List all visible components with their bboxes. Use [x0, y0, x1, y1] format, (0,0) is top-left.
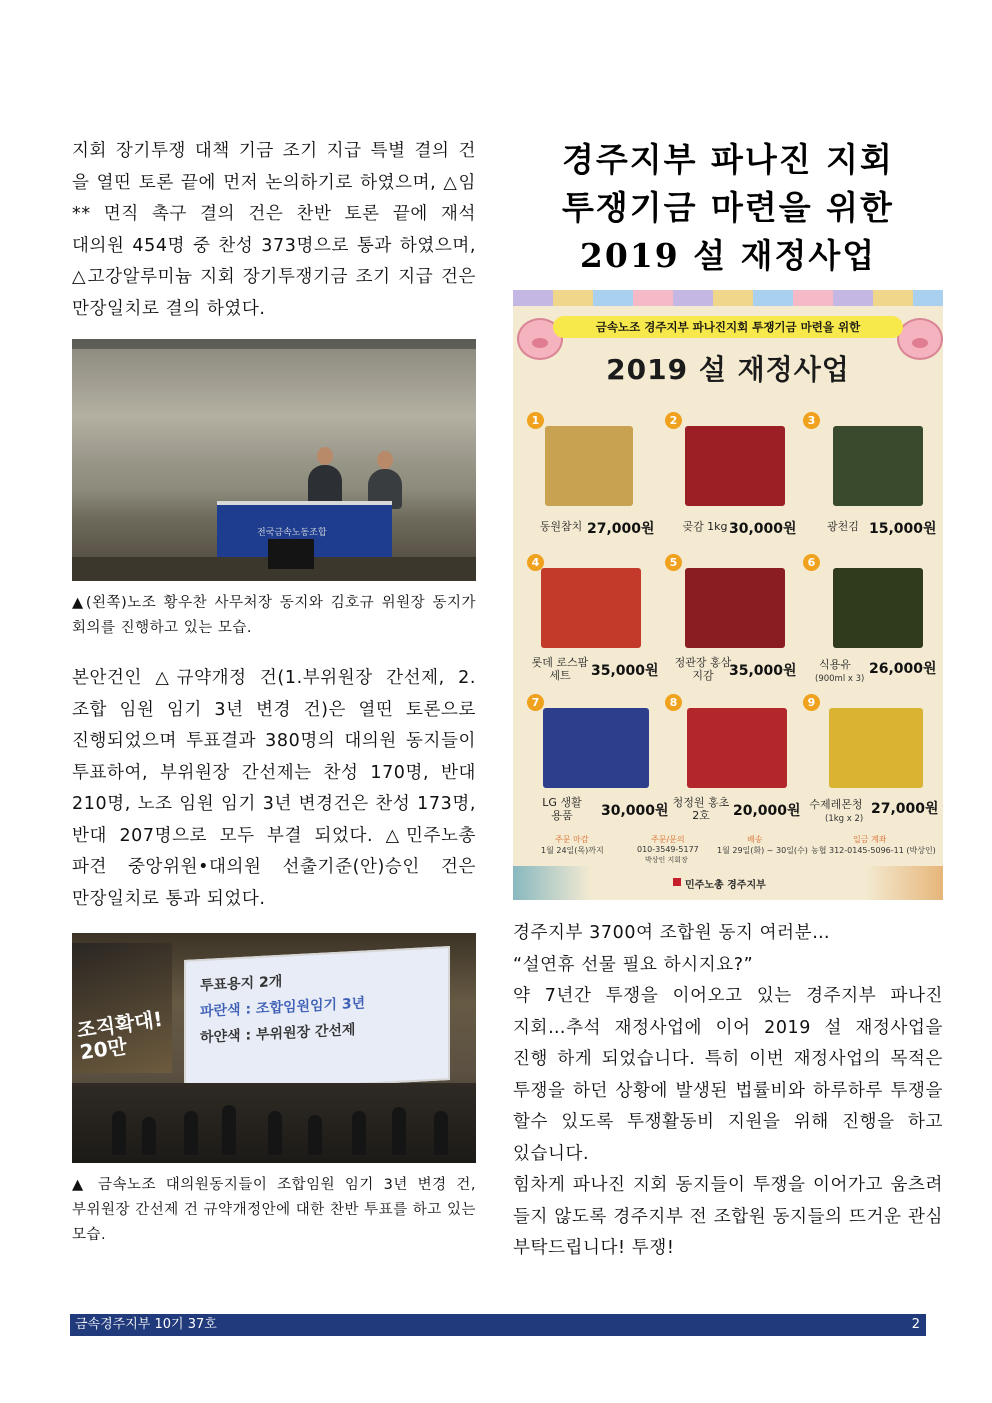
poster-footer [513, 866, 943, 900]
item-price: 30,000원 [601, 803, 669, 819]
tuna-set-image [545, 426, 633, 506]
projection-screen [184, 946, 450, 1094]
contact-sub: 박상인 지회장 [645, 856, 688, 864]
meeting-photo [72, 339, 476, 581]
voter [142, 1117, 156, 1155]
cooking-oil-set-image [833, 568, 923, 648]
item-number: 4 [527, 554, 544, 571]
red-ginseng-set-image [685, 568, 785, 648]
item-number: 9 [803, 694, 820, 711]
publication-issue: 금속경주지부 10기 37호 [75, 1317, 217, 1332]
left-column [72, 136, 476, 1248]
item-number: 5 [665, 554, 682, 571]
item-name: 수제레몬청 [809, 798, 863, 811]
item-price: 20,000원 [733, 803, 801, 819]
item-name: 동원참치 [539, 520, 583, 533]
appeal-text [513, 918, 943, 1265]
person-right-head [377, 451, 393, 469]
screen-line-1: 투표용지 2개 [200, 973, 283, 995]
item-number: 3 [803, 412, 820, 429]
page-number: 2 [911, 1317, 920, 1332]
item-price: 30,000원 [729, 521, 797, 537]
person-left [308, 465, 342, 505]
article-paragraph-2: 본안건인 △규약개정 건(1.부위원장 간선제, 2. 조합 임원 임기 3년 변경 건)은 열띤 토론으로 진행되었으며 투표결과 380명의 대의원 동지들이 투표하여, 부위원장 간선제는 찬성 170명, 반대 210명, 노조 임원 임기 3년 변경건은 찬성 173명, 반대 207명으로 모두 부결 되었다. △민주노총 파견 중앙위원•대의원 선출기준(안)승인 건은 만장일치로 통과 되었다. [72, 668, 476, 909]
stage-area [72, 1083, 476, 1163]
item-name: LG 생활용품 [542, 796, 582, 822]
persimmon-set-image [685, 426, 785, 506]
lg-household-set-image [543, 708, 649, 788]
table-logo-text: 전국금속노동조합 [257, 528, 327, 538]
voting-photo [72, 933, 476, 1163]
product-item [803, 412, 943, 552]
order-deadline-label: 주문 마감 [555, 835, 589, 844]
person-left-head [317, 447, 333, 465]
item-name: 광천김 [827, 520, 859, 533]
screen-line-3: 하얀색 : 부위원장 간선제 [200, 1021, 356, 1047]
voter [222, 1105, 236, 1155]
voter [308, 1115, 322, 1155]
monitor [268, 539, 314, 569]
item-number: 2 [665, 412, 682, 429]
poster-heading-line-3: 2019 설 재정사업 [579, 236, 877, 275]
item-number: 8 [665, 694, 682, 711]
slogan-banner [72, 943, 172, 1073]
lemon-syrup-set-image [829, 708, 923, 788]
voter [352, 1111, 366, 1155]
right-column [513, 136, 943, 1265]
seaweed-set-image [833, 426, 923, 506]
item-name: 식용유 [819, 658, 851, 671]
item-price: 27,000원 [871, 801, 939, 817]
contact-label: 주문/문의 [651, 835, 685, 844]
item-price: 15,000원 [869, 521, 937, 537]
page-footer [70, 1314, 926, 1336]
product-item [527, 694, 667, 834]
product-item [665, 554, 805, 694]
item-price: 27,000원 [587, 521, 655, 537]
poster-heading-line-1: 경주지부 파나진 지회 [562, 140, 894, 179]
appeal-line-2: “설연휴 선물 필요 하시지요?” [513, 954, 754, 975]
article-paragraph-1: 지회 장기투쟁 대책 기금 조기 지급 특별 결의 건 을 열띤 토론 끝에 먼저 논의하기로 하였으며, △임** 면직 촉구 결의 건은 찬반 토론 끝에 재석 대의원 454명 중 찬성 373명으로 통과 하였으며, △고강알루미늄 지회 장기투쟁기금 조기 지급 건은 만장일치로 결의 하였다. [72, 141, 476, 319]
voter [268, 1111, 282, 1155]
stage-screen [72, 349, 476, 461]
voter [392, 1107, 406, 1155]
item-name: 청정원 홍초2호 [672, 796, 730, 822]
photo-caption-1: ▲(왼쪽)노조 황우찬 사무처장 동지와 김호규 위원장 동지가 회의를 진행하고 있는 모습. [72, 595, 476, 636]
product-item [665, 412, 805, 552]
account-label: 입금 계좌 [853, 835, 887, 844]
product-item [527, 412, 667, 552]
product-item [665, 694, 805, 834]
voter [184, 1111, 198, 1155]
item-name: 곶감 1kg [682, 520, 728, 533]
poster-top-strip [513, 290, 943, 306]
spam-set-image [541, 568, 641, 648]
product-item [803, 694, 943, 834]
voter [434, 1111, 448, 1155]
item-note: (1kg x 2) [825, 814, 864, 824]
item-number: 1 [527, 412, 544, 429]
appeal-line-1: 경주지부 3700여 조합원 동지 여러분… [513, 923, 831, 943]
delivery-value: 1월 29일(화) ~ 30일(수) [717, 846, 808, 855]
item-price: 26,000원 [869, 661, 937, 677]
order-deadline-value: 1월 24일(목)까지 [541, 846, 604, 855]
item-note: (900ml x 3) [815, 674, 865, 684]
order-info [521, 834, 935, 866]
poster-heading-line-2: 투쟁기금 마련을 위한 [562, 188, 894, 227]
item-name: 롯데 로스팜세트 [531, 656, 589, 682]
vinegar-set-image [687, 708, 787, 788]
item-price: 35,000원 [591, 663, 659, 679]
contact-value: 010-3549-5177 [637, 845, 699, 854]
appeal-line-4: 힘차게 파나진 지회 동지들이 투쟁을 이어가고 움츠려 들지 않도록 경주지부 전 조합원 동지들의 뜨거운 관심 부탁드립니다! 투쟁! [513, 1175, 943, 1258]
product-item [527, 554, 667, 694]
poster-heading [513, 136, 943, 280]
item-number: 6 [803, 554, 820, 571]
poster-footer-text: 민주노총 경주지부 [685, 880, 766, 891]
fundraising-poster [513, 290, 943, 900]
delivery-label: 배송 [747, 835, 763, 844]
appeal-line-3: 약 7년간 투쟁을 이어오고 있는 경주지부 파나진 지회…추석 재정사업에 이어 2019 설 재정사업을 진행 하게 되었습니다. 특히 이번 재정사업의 목적은 투쟁을 하던 상황에 발생된 법률비와 하루하루 투쟁을 할수 있도록 투쟁활동비 지원을 위해 진행을 하고 있습니다. [513, 986, 943, 1164]
photo-caption-2: ▲ 금속노조 대의원동지들이 조합임원 임기 3년 변경 건, 부위원장 간선제 건 규약개정안에 대한 찬반 투표를 하고 있는 모습. [72, 1177, 476, 1243]
poster-title: 2019 설 재정사업 [606, 353, 850, 386]
account-value: 농협 312-0145-5096-11 (박상인) [811, 846, 936, 855]
item-name: 정관장 홍삼지감 [674, 656, 732, 682]
product-item [803, 554, 943, 694]
banner-text: 조직확대! 20만 [75, 1006, 165, 1065]
item-number: 7 [527, 694, 544, 711]
screen-line-2: 파란색 : 조합임원임기 3년 [200, 995, 366, 1021]
item-price: 35,000원 [729, 663, 797, 679]
poster-header: 금속노조 경주지부 파나진지회 투쟁기금 마련을 위한 [553, 316, 903, 338]
kctu-logo-icon [673, 878, 681, 886]
voter [112, 1111, 126, 1155]
